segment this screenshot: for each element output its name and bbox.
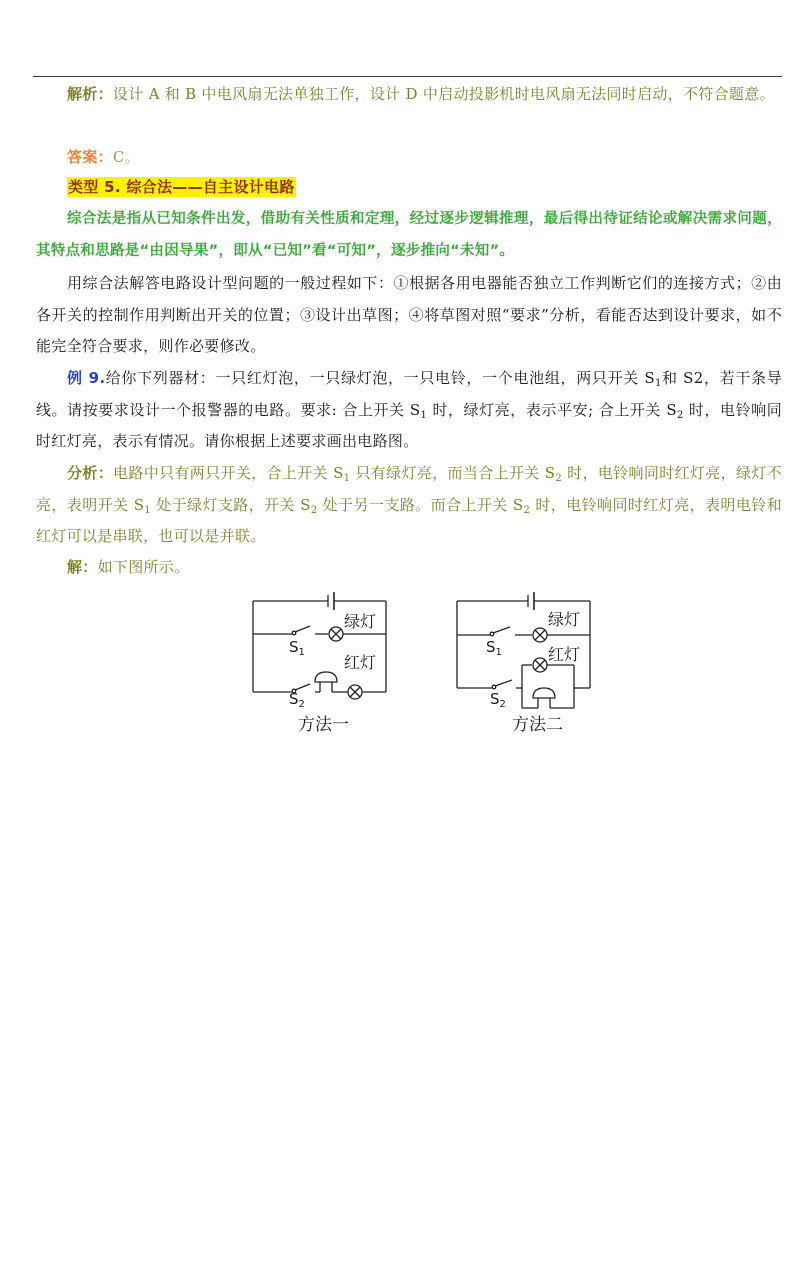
switch-s1-icon (493, 627, 510, 633)
green-lamp-label: 绿灯 (548, 610, 581, 629)
caption-method-1: 方法一 (298, 715, 349, 735)
solution-label: 解： (67, 558, 98, 576)
header-rule (33, 76, 782, 77)
switch-s2-label: $S_2$ (490, 690, 506, 710)
analysis-label: 解析： (67, 85, 113, 103)
circuit-diagram-method-2 (452, 592, 597, 712)
analysis-paragraph-2: 分析：电路中只有两只开关，合上开关 $S_1$ 只有绿灯亮，而当合上开关 $S_2$ 时，电铃响同时红灯亮，绿灯不亮，表明开关 $S_1$ 处于绿灯支路，开关 $S_2$ 处于另一支路。而合上开关 $S_2$ 时，电铃响同时红灯亮，表明电铃和红灯可以是串联，也可以是并联。 (36, 464, 782, 545)
answer-label: 答案： (67, 148, 113, 166)
answer-paragraph (36, 142, 782, 174)
bell-icon (533, 688, 555, 698)
analysis-text: 设计 A 和 B 中电风扇无法单独工作，设计 D 中启动投影机时电风扇无法同时启动，不符合题意。 (112, 85, 775, 103)
section-heading-row (36, 172, 782, 204)
answer-text: C。 (112, 148, 140, 166)
switch-s2-icon (495, 680, 512, 686)
circuit-diagram-method-1 (248, 592, 393, 707)
section-heading: 类型 5. 综合法——自主设计电路 (68, 178, 295, 196)
example-label: 例 9. (67, 369, 106, 387)
example-paragraph: 例 9.给你下列器材：一只红灯泡，一只绿灯泡，一只电铃，一个电池组，两只开关 $S_1$和 S2，若干条导线。请按要求设计一个报警器的电路。要求: 合上开关 $S_1$ 时，绿灯亮，表示平安; 合上开关 $S_2$ 时，电铃响同时红灯亮，表示有情况。请你根据上述要求画出电路图。 (36, 369, 783, 450)
caption-method-2: 方法二 (512, 715, 563, 735)
analysis2-label: 分析： (67, 464, 114, 482)
circuit-svg-2 (452, 592, 597, 712)
red-lamp-label: 红灯 (344, 653, 377, 672)
bell-icon (315, 672, 337, 682)
definition-paragraph: 综合法是指从已知条件出发，借助有关性质和定理，经过逐步逻辑推理，最后得出待证结论或解决需求问题，其特点和思路是“由因导果”，即从“已知”看“可知”，逐步推向“未知”。 (36, 211, 782, 259)
analysis-paragraph-1 (36, 79, 782, 111)
solution-paragraph (36, 552, 782, 584)
circuit-svg-1 (248, 592, 393, 707)
switch-s1-label: $S_1$ (289, 638, 305, 658)
procedure-paragraph: 用综合法解答电路设计型问题的一般过程如下：①根据各用电器能否独立工作判断它们的连接方式；②由各开关的控制作用判断出开关的位置；③设计出草图；④将草图对照“要求”分析，看能否达到设计要求，如不能完全符合要求，则作必要修改。 (36, 274, 782, 355)
green-lamp-label: 绿灯 (344, 612, 377, 631)
solution-text: 如下图所示。 (97, 558, 190, 576)
switch-s1-label: $S_1$ (486, 638, 502, 658)
switch-s2-label: $S_2$ (289, 690, 305, 707)
red-lamp-label: 红灯 (548, 645, 581, 664)
switch-s1-icon (295, 626, 310, 632)
